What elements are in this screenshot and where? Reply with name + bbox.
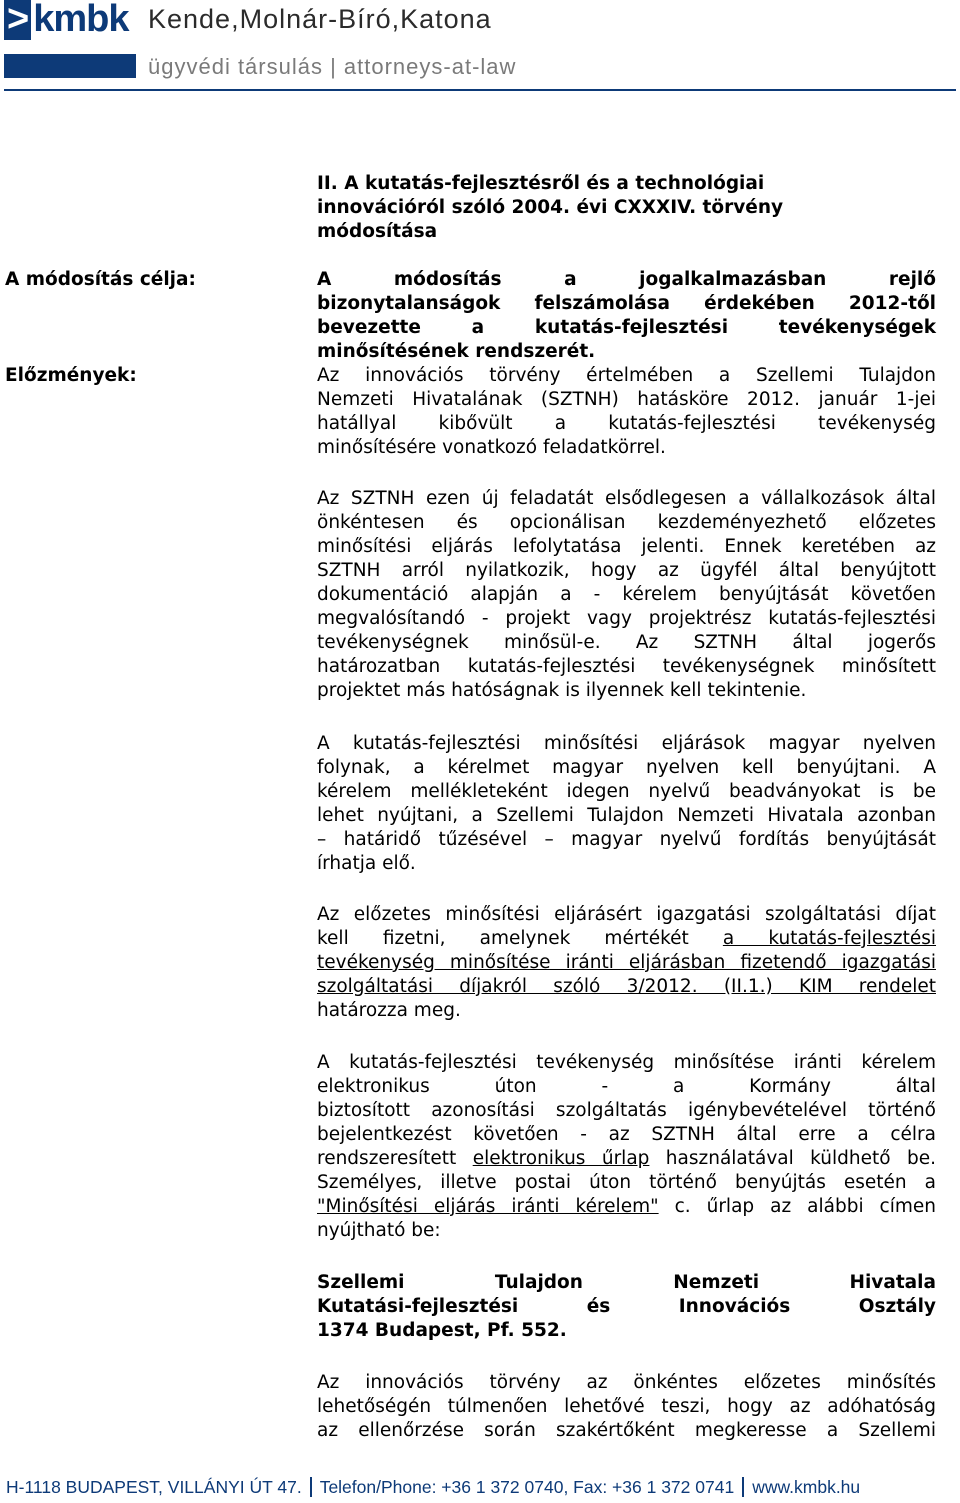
- para4-line: elektronikus úton - a Kormány által: [317, 1076, 936, 1097]
- para2-line: írhatja elő.: [317, 853, 416, 874]
- purpose-line: bevezette a kutatás-fejlesztési tevékenységek: [317, 317, 936, 338]
- firm-logo: > kmbk: [4, 0, 138, 38]
- purpose-label: A módosítás célja:: [5, 269, 196, 290]
- para1-line: tevékenységnek minősül-e. Az SZTNH által jogerős: [317, 632, 936, 653]
- history-line: Nemzeti Hivatalának (SZTNH) hatásköre 2012. január 1-jei: [317, 389, 936, 410]
- footer-website-link[interactable]: www.kmbk.hu: [752, 1477, 861, 1497]
- para4-line: bejelentkezést követően - az SZTNH által erre a célra: [317, 1124, 936, 1145]
- para4-line: A kutatás-fejlesztési tevékenység minősítése iránti kérelem: [317, 1052, 936, 1073]
- para5-line: lehetőségén túlmenően lehetővé teszi, hogy az adóhatóság: [317, 1396, 936, 1417]
- para1-line: megvalósítandó - projekt vagy projektrész kutatás-fejlesztési: [317, 608, 936, 629]
- para4-line: Személyes, illetve postai úton történő benyújtás esetén a: [317, 1172, 936, 1193]
- footer-separator: [310, 1477, 312, 1497]
- para1-line: minősítési eljárás lefolytatása jelenti. Ennek keretében az: [317, 536, 936, 557]
- para4-line: biztosított azonosítási szolgáltatás igénybevételével történő: [317, 1100, 936, 1121]
- para1-line: határozatban kutatás-fejlesztési tevékenységnek minősített: [317, 656, 936, 677]
- para2-line: A kutatás-fejlesztési minősítési eljárások magyar nyelven: [317, 733, 936, 754]
- para2-line: folynak, a kérelmet magyar nyelven kell benyújtani. A: [317, 757, 936, 778]
- footer-address: H-1118 BUDAPEST, VILLÁNYI ÚT 47.: [6, 1477, 302, 1497]
- para2-line: – határidő tűzésével – magyar nyelvű fordítás benyújtását: [317, 829, 936, 850]
- purpose-line: minősítésének rendszerét.: [317, 341, 596, 362]
- section-heading-line: innovációról szóló 2004. évi CXXXIV. törvény: [317, 197, 784, 218]
- para5-line: Az innovációs törvény az önkéntes előzetes minősítés: [317, 1372, 936, 1393]
- tagline-bar: [4, 54, 136, 78]
- para3-line: határozza meg.: [317, 1000, 461, 1021]
- para1-line: SZTNH arról nyilatkozik, hogy az ügyfél által benyújtott: [317, 560, 936, 581]
- history-label: Előzmények:: [5, 365, 137, 386]
- decree-link[interactable]: a kutatás-fejlesztési: [722, 928, 937, 949]
- electronic-form-link[interactable]: elektronikus űrlap: [472, 1148, 650, 1169]
- footer-phone: Telefon/Phone: +36 1 372 0740, Fax: +36 1 372 0741: [319, 1477, 735, 1497]
- para4-text: c. űrlap az alábbi címen: [658, 1196, 936, 1217]
- header-divider: [4, 89, 956, 91]
- purpose-line: A módosítás a jogalkalmazásban rejlő: [317, 269, 936, 290]
- footer-separator: [742, 1477, 744, 1497]
- decree-link[interactable]: tevékenység minősítése iránti eljárásban fizetendő igazgatási: [317, 952, 936, 973]
- para4-line: [317, 1195, 936, 1219]
- section-heading-line: II. A kutatás-fejlesztésről és a technológiai: [317, 173, 765, 194]
- para1-line: Az SZTNH ezen új feladatát elsődlegesen a vállalkozások által: [317, 488, 936, 509]
- application-form-link[interactable]: "Minősítési eljárás iránti kérelem": [317, 1196, 659, 1217]
- para1-line: önkéntesen és opcionálisan kezdeményezhető előzetes: [317, 512, 936, 533]
- para3-text: kell fizetni, amelynek mértékét: [317, 928, 723, 949]
- address-line: 1374 Budapest, Pf. 552.: [317, 1320, 567, 1341]
- history-line: minősítésére vonatkozó feladatkörrel.: [317, 437, 666, 458]
- para4-text: használatával küldhető be.: [649, 1148, 936, 1169]
- letterhead: [0, 0, 960, 96]
- purpose-line: bizonytalanságok felszámolása érdekében 2012-től: [317, 293, 936, 314]
- footer: [6, 1474, 860, 1500]
- section-heading-line: módosítása: [317, 221, 438, 242]
- para3-line: Az előzetes minősítési eljárásért igazgatási szolgáltatási díjat: [317, 904, 936, 925]
- para5-line: az ellenőrzése során szakértőként megkeresse a Szellemi: [317, 1420, 936, 1441]
- history-line: hatállyal kibővült a kutatás-fejlesztési tevékenység: [317, 413, 936, 434]
- history-line: Az innovációs törvény értelmében a Szellemi Tulajdon: [317, 365, 936, 386]
- address-line: Szellemi Tulajdon Nemzeti Hivatala: [317, 1272, 936, 1293]
- para4-line: nyújtható be:: [317, 1220, 441, 1241]
- address-line: Kutatási-fejlesztési és Innovációs Osztály: [317, 1296, 936, 1317]
- para2-line: kérelem mellékleteként idegen nyelvű beadványokat is be: [317, 781, 936, 802]
- logo-text: kmbk: [33, 0, 129, 40]
- decree-link[interactable]: szolgáltatási díjakról szóló 3/2012. (II.1.) KIM rendelet: [317, 976, 936, 997]
- para1-line: dokumentáció alapján a - kérelem benyújtását követően: [317, 584, 936, 605]
- para2-line: lehet nyújtani, a Szellemi Tulajdon Nemzeti Hivatala azonban: [317, 805, 936, 826]
- firm-name: Kende,Molnár-Bíró,Katona: [148, 4, 492, 34]
- para3-line: [317, 927, 936, 951]
- tagline: ügyvédi társulás | attorneys-at-law: [148, 54, 517, 79]
- para4-line: [317, 1147, 936, 1171]
- para1-line: projektet más hatóságnak is ilyennek kell tekintenie.: [317, 680, 807, 701]
- para4-text: rendszeresített: [317, 1148, 473, 1169]
